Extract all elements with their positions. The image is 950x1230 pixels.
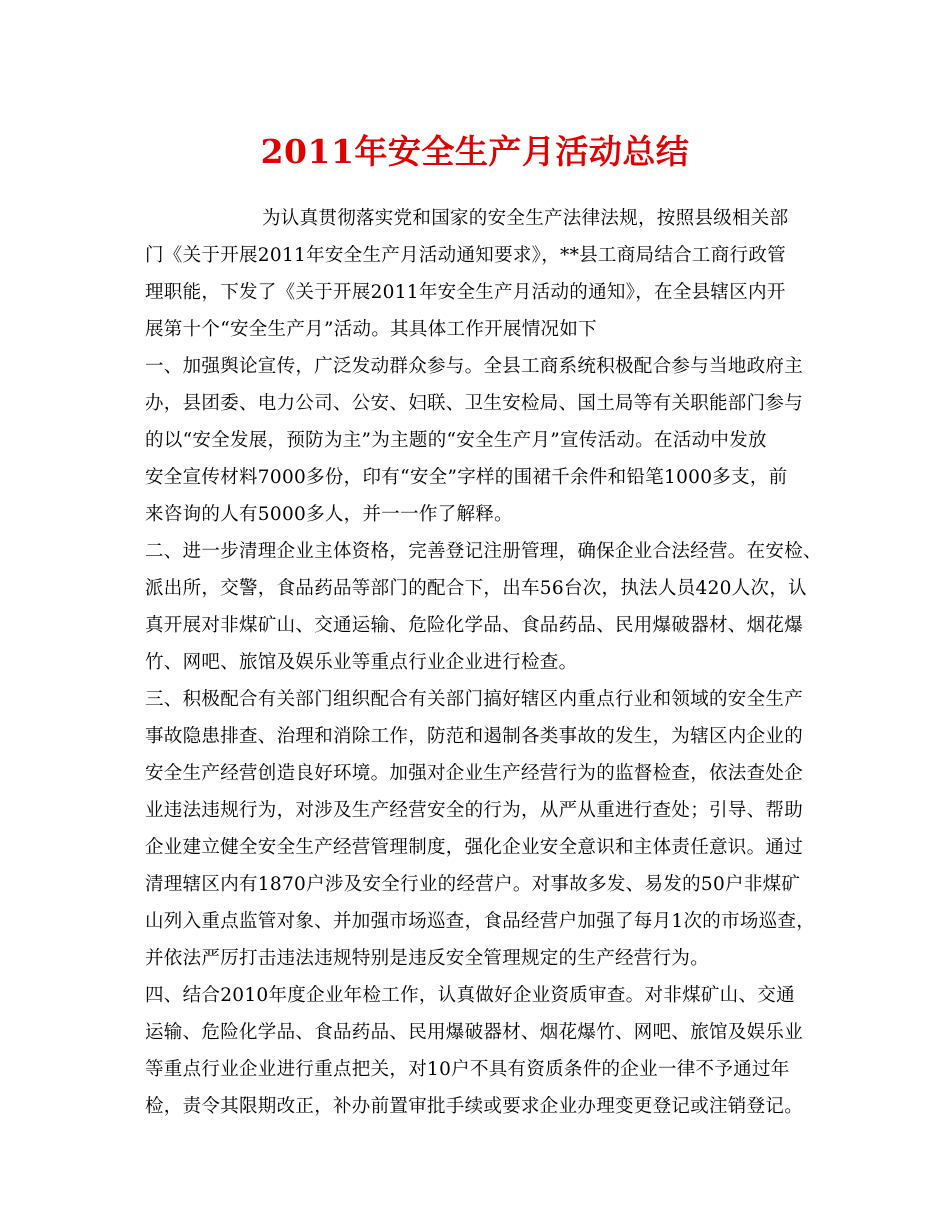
body-line: 展第十个“安全生产月”活动。其具体工作开展情况如下	[145, 319, 597, 340]
body-line: 事故隐患排查、治理和消除工作，防范和遏制各类事故的发生，为辖区内企业的	[145, 726, 804, 747]
body-line: 企业建立健全安全生产经营管理制度，强化企业安全意识和主体责任意识。通过	[145, 837, 804, 858]
body-line: 竹、网吧、旅馆及娱乐业等重点行业企业进行检查。	[145, 652, 578, 673]
body-line: 来咨询的人有5000多人，并一一作了解释。	[145, 504, 513, 525]
body-line: 业违法违规行为，对涉及生产经营安全的行为，从严从重进行查处；引导、帮助	[145, 800, 804, 821]
body-line: 的以“安全发展，预防为主”为主题的“安全生产月”宣传活动。在活动中发放	[145, 430, 767, 451]
body-line: 门《关于开展2011年安全生产月活动通知要求》，**县工商局结合工商行政管	[145, 245, 786, 266]
body-line: 二、进一步清理企业主体资格，完善登记注册管理，确保企业合法经营。在安检、	[145, 541, 822, 562]
body-line: 四、结合2010年度企业年检工作，认真做好企业资质审查。对非煤矿山、交通	[145, 985, 795, 1006]
body-line: 为认真贯彻落实党和国家的安全生产法律法规，按照县级相关部	[262, 208, 789, 229]
body-line: 检，责令其限期改正，补办前置审批手续或要求企业办理变更登记或注销登记。	[145, 1096, 804, 1117]
body-line: 山列入重点监管对象、并加强市场巡查，食品经营户加强了每月1次的市场巡查，	[145, 911, 816, 932]
body-line: 清理辖区内有1870户涉及安全行业的经营户。对事故多发、易发的50户非煤矿	[145, 874, 801, 895]
document-title: 2011年安全生产月活动总结	[260, 132, 690, 171]
body-line: 理职能，下发了《关于开展2011年安全生产月活动的通知》，在全县辖区内开	[145, 282, 786, 303]
body-line: 等重点行业企业进行重点把关，对10户不具有资质条件的企业一律不予通过年	[145, 1059, 790, 1080]
body-line: 运输、危险化学品、食品药品、民用爆破器材、烟花爆竹、网吧、旅馆及娱乐业	[145, 1022, 804, 1043]
body-line: 并依法严厉打击违法违规特别是违反安全管理规定的生产经营行为。	[145, 948, 710, 969]
body-line: 派出所，交警，食品药品等部门的配合下，出车56台次，执法人员420人次，认	[145, 578, 807, 599]
body-line: 真开展对非煤矿山、交通运输、危险化学品、食品药品、民用爆破器材、烟花爆	[145, 615, 804, 636]
body-line: 安全生产经营创造良好环境。加强对企业生产经营行为的监督检查，依法查处企	[145, 763, 804, 784]
body-line: 三、积极配合有关部门组织配合有关部门搞好辖区内重点行业和领域的安全生产	[145, 689, 804, 710]
body-line: 办，县团委、电力公司、公安、妇联、卫生安检局、国土局等有关职能部门参与	[145, 393, 804, 414]
body-line: 安全宣传材料7000多份，印有“安全”字样的围裙千余件和铅笔1000多支，前	[145, 467, 788, 488]
body-line: 一、加强舆论宣传，广泛发动群众参与。全县工商系统积极配合参与当地政府主	[145, 356, 804, 377]
